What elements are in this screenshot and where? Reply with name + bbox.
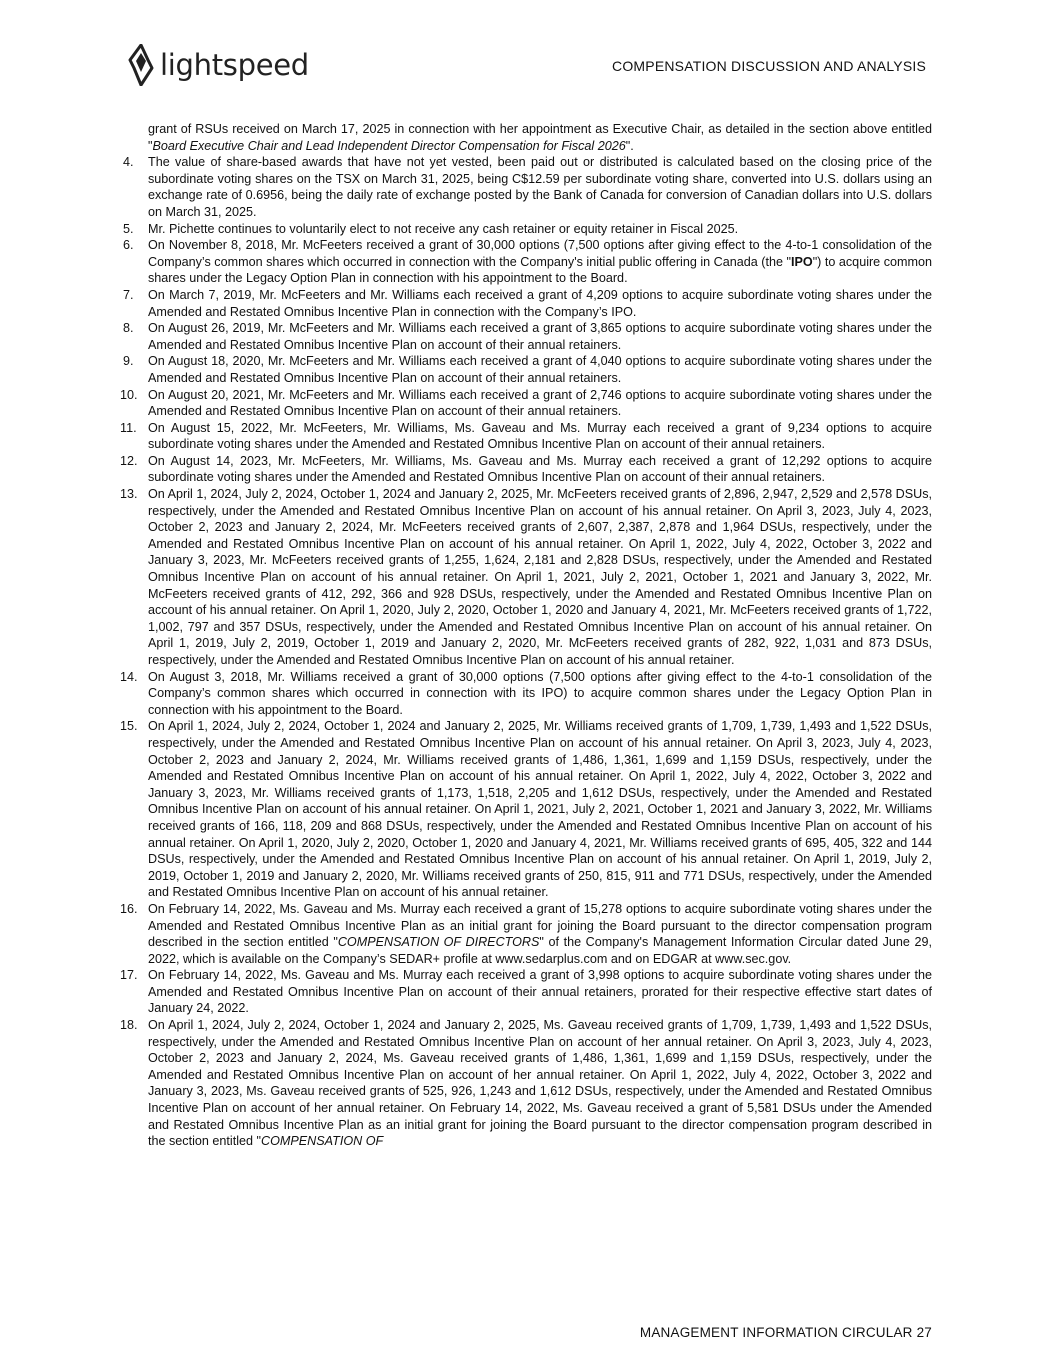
footnote-14: 14. On August 3, 2018, Mr. Williams received a grant of 30,000 options (7,500 options after giving effect to the 4-to-1 consolidation of the Company’s common shares which occurred in connection with its IPO) to acquire common shares under the Legacy Option Plan in connection with his appointment to the Board. (120, 669, 932, 717)
footnote-7: 7. On March 7, 2019, Mr. McFeeters and Mr. Williams each received a grant of 4,209 options to acquire subordinate voting shares under the Amended and Restated Omnibus Incentive Plan in connection with the Company’s IPO. (123, 287, 932, 319)
footnote-12: 12. On August 14, 2023, Mr. McFeeters, Mr. Williams, Ms. Gaveau and Ms. Murray each received a grant of 12,292 options to acquire subordinate voting shares under the Amended and Restated Omnibus Incentive Plan on account of their annual retainers. (120, 453, 932, 485)
footnote-18: 18. On April 1, 2024, July 2, 2024, October 1, 2024 and January 2, 2025, Ms. Gaveau received grants of 1,709, 1,739, 1,493 and 1,522 DSUs, respectively, under the Amended and Restated Omnibus Incentive Plan on account of her annual retainer. On April 3, 2023, July 4, 2023, October 2, 2023 and January 2, 2024, Ms. Gaveau received grants of 1,486, 1,361, 1,699 and 1,159 DSUs, respectively, under the Amended and Restated Omnibus Incentive Plan on account of her annual retainer. On April 1, 2022, July 4, 2022, October 3, 2022 and January 3, 2023, Ms. Gaveau received grants of 525, 926, 1,243 and 1,612 DSUs, respectively, under the Amended and Restated Omnibus Incentive Plan on account of her annual retainer. On February 14, 2022, Ms. Gaveau received a grant of 5,581 DSUs under the Amended and Restated Omnibus Incentive Plan as an initial grant for joining the Board pursuant to the director compensation program described in the section entitled "COMPENSATION OF (120, 1018, 932, 1149)
footnote-10: 10. On August 20, 2021, Mr. McFeeters and Mr. Williams each received a grant of 2,746 options to acquire subordinate voting shares under the Amended and Restated Omnibus Incentive Plan on account of their annual retainers. (120, 387, 932, 419)
section-reference: COMPENSATION OF DIRECTORS (337, 935, 540, 950)
logo-wordmark: lightspeed (160, 47, 309, 82)
footnote-6: 6. On November 8, 2018, Mr. McFeeters received a grant of 30,000 options (7,500 options after giving effect to the 4-to-1 consolidation of the Company’s common shares which occurred in connection with the Company's initial public offering in Canada (the "IPO") to acquire common shares under the Legacy Option Plan in connection with his appointment to the Board. (123, 238, 932, 286)
ipo-term: IPO (790, 254, 813, 269)
page-footer: MANAGEMENT INFORMATION CIRCULAR 27 (639, 1325, 932, 1340)
footnote-5: 5. Mr. Pichette continues to voluntarily elect to not receive any cash retainer or equity retainer in Fiscal 2025. (123, 221, 739, 236)
footnote-8: 8. On August 26, 2019, Mr. McFeeters and Mr. Williams each received a grant of 3,865 options to acquire subordinate voting shares under the Amended and Restated Omnibus Incentive Plan on account of their annual retainers. (123, 321, 932, 352)
footnote-13: 13. On April 1, 2024, July 2, 2024, October 1, 2024 and January 2, 2025, Mr. McFeeters received grants of 2,896, 2,947, 2,529 and 2,578 DSUs, respectively, under the Amended and Restated Omnibus Incentive Plan on account of his annual retainer. On April 3, 2023, July 4, 2023, October 2, 2023 and January 2, 2024, Mr. McFeeters received grants of 2,607, 2,387, 2,878 and 1,964 DSUs, respectively, under the Amended and Restated Omnibus Incentive Plan on account of his annual retainer. On April 1, 2022, July 4, 2022, October 3, 2022 and January 3, 2023, Mr. McFeeters received grants of 1,255, 1,624, 2,181 and 2,828 DSUs, respectively, under the Amended and Restated Omnibus Incentive Plan on account of his annual retainer. On April 1, 2021, July 2, 2021, October 1, 2021 and January 3, 2022, Mr. McFeeters received grants of 412, 292, 366 and 928 DSUs, respectively, under the Amended and Restated Omnibus Incentive Plan on account of his annual retainer. On April 1, 2020, July 2, 2020, October 1, 2020 and January 4, 2021, Mr. McFeeters received grants of 1,722, 1,002, 797 and 357 DSUs, respectively, under the Amended and Restated Omnibus Incentive Plan on account of his annual retainer. On April 1, 2019, July 2, 2019, October 1, 2019 and January 2, 2020, Mr. McFeeters received grants of 282, 922, 1,031 and 873 DSUs, respectively, under the Amended and Restated Omnibus Incentive Plan on account of his annual retainer. (120, 487, 932, 667)
footnote-9: 9. On August 18, 2020, Mr. McFeeters and Mr. Williams each received a grant of 4,040 options to acquire subordinate voting shares under the Amended and Restated Omnibus Incentive Plan on account of their annual retainers. (123, 354, 932, 385)
footnote-17: 17. On February 14, 2022, Ms. Gaveau and Ms. Murray each received a grant of 3,998 options to acquire subordinate voting shares under the Amended and Restated Omnibus Incentive Plan on account of their annual retainers, prorated for their respective effective start dates of January 24, 2022. (120, 968, 932, 1016)
footnote-16: 16. On February 14, 2022, Ms. Gaveau and Ms. Murray each received a grant of 15,278 options to acquire subordinate voting shares under the Amended and Restated Omnibus Incentive Plan as an initial grant for joining the Board pursuant to the director compensation program described in the section entitled "COMPENSATION OF DIRECTORS" of the Company's Management Information Circular dated June 29, 2022, which is available on the Company’s SEDAR+ profile at www.sedarplus.com and on EDGAR at www.sec.gov. (120, 901, 932, 966)
continuation-paragraph: grant of RSUs received on March 17, 2025 in connection with her appointment as Executive Chair, as detailed in the section above entitled "Board Executive Chair and Lead Independent Director Compensation for Fiscal 2026". (148, 122, 932, 153)
section-title: COMPENSATION DISCUSSION AND ANALYSIS (612, 58, 926, 74)
continuation-italic: Board Executive Chair and Lead Independent Director Compensation for Fiscal 2026 (152, 138, 626, 153)
footnote-11: 11. On August 15, 2022, Mr. McFeeters, Mr. Williams, Ms. Gaveau and Ms. Murray each received a grant of 9,234 options to acquire subordinate voting shares under the Amended and Restated Omnibus Incentive Plan on account of their annual retainers. (120, 420, 932, 452)
footnotes (120, 121, 932, 1150)
lightspeed-logo (128, 44, 309, 86)
lightspeed-flame-icon (128, 44, 154, 86)
footnote-4: 4. The value of share-based awards that have not yet vested, been paid out or distributed is calculated based on the closing price of the subordinate voting shares on the TSX on March 31, 2025, being C$12.59 per subordinate voting share, converted into U.S. dollars using an exchange rate of 0.6956, being the daily rate of exchange posted by the Bank of Canada for conversion of Canadian dollars into U.S. dollars on March 31, 2025. (123, 155, 932, 219)
footnote-15: 15. On April 1, 2024, July 2, 2024, October 1, 2024 and January 2, 2025, Mr. Williams received grants of 1,709, 1,739, 1,493 and 1,522 DSUs, respectively, under the Amended and Restated Omnibus Incentive Plan on account of his annual retainer. On April 3, 2023, July 4, 2023, October 2, 2023 and January 2, 2024, Mr. Williams received grants of 1,486, 1,361, 1,699 and 1,159 DSUs, respectively, under the Amended and Restated Omnibus Incentive Plan on account of his annual retainer. On April 1, 2022, July 4, 2022, October 3, 2022 and January 3, 2023, Mr. Williams received grants of 1,173, 1,518, 2,205 and 1,612 DSUs, respectively, under the Amended and Restated Omnibus Incentive Plan on account of his annual retainer. On April 1, 2021, July 2, 2021, October 1, 2021 and January 3, 2022, Mr. Williams received grants of 166, 118, 209 and 868 DSUs, respectively, under the Amended and Restated Omnibus Incentive Plan on account of his annual retainer. On April 1, 2020, July 2, 2020, October 1, 2020 and January 4, 2021, Mr. Williams received grants of 695, 405, 322 and 144 DSUs, respectively, under the Amended and Restated Omnibus Incentive Plan on account of his annual retainer. On April 1, 2019, July 2, 2019, October 1, 2019 and January 2, 2020, Mr. Williams received grants of 250, 815, 911 and 771 DSUs, respectively, under the Amended and Restated Omnibus Incentive Plan on account of his annual retainer. (120, 719, 932, 900)
section-reference: COMPENSATION OF (261, 1134, 384, 1149)
